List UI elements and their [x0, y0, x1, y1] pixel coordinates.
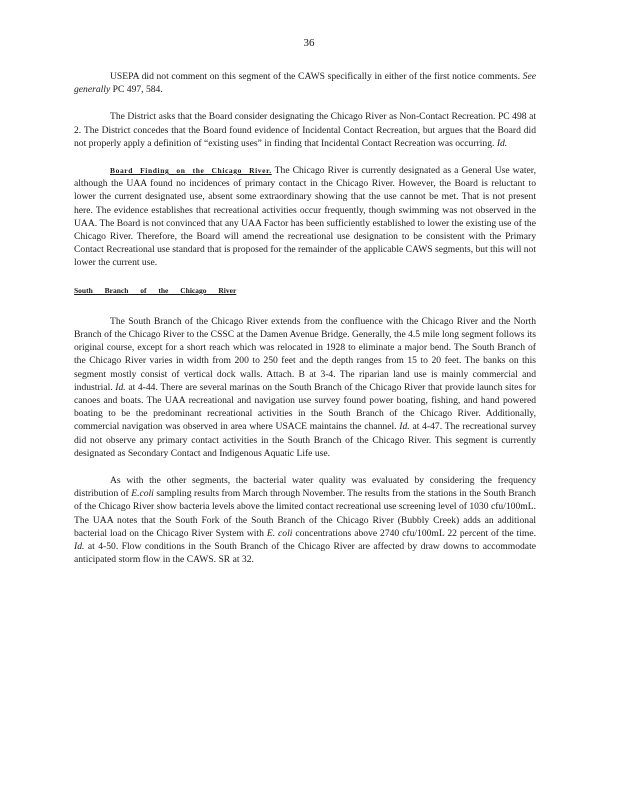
section-heading: South Branch of the Chicago River [74, 285, 237, 295]
paragraph-text: As with the other segments, the bacterial water quality was evaluated by considering the frequency distribution of [74, 475, 536, 500]
citation: Id. [115, 381, 126, 393]
board-finding-heading: Board Finding on the Chicago River. [110, 166, 272, 176]
paragraph-text: The South Branch of the Chicago River extends from the confluence with the Chicago River and the North Branch of the Chicago River to the CSSC at the Damen Avenue Bridge. Generally, the 4.5 mile long segment follows its original course, except for a short reach which was relocated in 1928 to eliminate a major bend. The South Branch of the Chicago River varies in width from 200 to 250 feet and the depth ranges from 15 to 20 feet. The banks on this segment mostly consist of vertical dock walls. Attach. B at 3-4. The riparian land use is mainly commercial and industrial. [74, 315, 537, 393]
paragraph-south-branch [74, 315, 536, 460]
paragraph-district [74, 110, 536, 150]
citation: Id. [399, 421, 410, 433]
page-number: 36 [303, 37, 315, 49]
citation: Id. [74, 541, 85, 553]
paragraph-board-finding [74, 164, 536, 270]
paragraph-text: at 4-47. The recreational survey did not observe any primary contact activities in the South Branch of the Chicago River. This segment is currently designated as Secondary Contact and Indigenous Aquatic Life use. [74, 421, 536, 459]
citation: See generally [74, 71, 536, 96]
paragraph-text: at 4-44. There are several marinas on the South Branch of the Chicago River that provide launch sites for canoes and boats. The UAA recreational and navigation use survey found power boating, fishing, and hand powered boating to be the predominant recreational activities in the South Branch of the Chicago River. Additionally, commercial navigation was observed in area where USACE maintains the channel. [74, 381, 536, 433]
citation: Id. [496, 137, 508, 149]
document-body [74, 70, 536, 581]
paragraph-text: The District asks that the Board consider designating the Chicago River as Non-Contact Recreation. PC 498 at 2. The District concedes that the Board found evidence of Incidental Contact Recreation, but argues that the Board did not properly apply a definition of “existing uses” in finding that Incidental Contact Recreation was occurring. [74, 111, 536, 149]
ecoli-term: E.coli [131, 488, 154, 500]
paragraph-text: The Chicago River is currently designated as a General Use water, although the UAA found no incidences of primary contact in the Chicago River. However, the Board is reluctant to lower the current designated use, absent some extraordinary showing that the use cannot be met. That is not present here. The evidence establishes that recreational activities occur frequently, though swimming was not observed in the UAA. The Board is not convinced that any UAA Factor has been sufficiently established to lower the existing use of the Chicago River. Therefore, the Board will amend the recreational use designation to be consistent with the Primary Contact Recreational use standard that is proposed for the remainder of the applicable CAWS segments, but this will not lower the current use. [74, 165, 537, 269]
paragraph-text: PC 497, 584. [112, 84, 163, 96]
paragraph-text: at 4-50. Flow conditions in the South Branch of the Chicago River are affected by draw downs to accommodate anticipated storm flow in the CAWS. SR at 32. [74, 541, 536, 566]
paragraph-usepa [74, 70, 536, 96]
paragraph-text: sampling results from March through November. The results from the stations in the South Branch of the Chicago River show bacteria levels above the limited contact recreational use screening level of 1030 cfu/100mL. The UAA notes that the South Fork of the South Branch of the Chicago River (Bubbly Creek) adds an additional bacterial load on the Chicago River System with [74, 488, 536, 539]
paragraph-bacterial [74, 474, 536, 566]
paragraph-text: USEPA did not comment on this segment of the CAWS specifically in either of the first notice comments. [110, 71, 521, 82]
ecoli-term: E. coli [266, 527, 293, 539]
paragraph-text: concentrations above 2740 cfu/100mL 22 percent of the time. [295, 527, 536, 539]
